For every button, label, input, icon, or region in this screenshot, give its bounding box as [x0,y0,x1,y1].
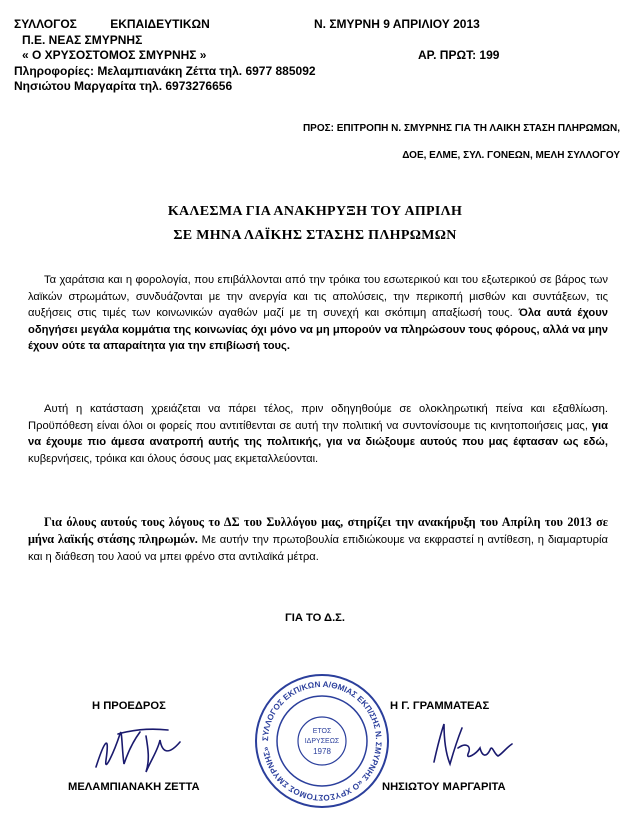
association-region: Π.Ε. ΝΕΑΣ ΣΜΥΡΝΗΣ [22,33,143,47]
paragraph-1-text: Τα χαράτσια και η φορολογία, που επιβάλλονται από την τρόικα του εσωτερικού και του εξωτερικού σε βάρος των λαϊκών στρωμάτων, συνδυάζονται με την ανεργία και τις απολύσεις, την περικοπή μισθών και συντάξεων, τις αυξήσεις στις τιμές των κοινωνικών αγαθών μαζί με τη συνεχή και σκόπιμη απαξίωσή τους. [28,274,608,319]
contact-info-1: Πληροφορίες: Μελαμπιανάκη Ζέττα τηλ. 6977 885092 [14,64,316,78]
contact-info-2: Νησιώτου Μαργαρίτα τηλ. 6973276656 [14,79,233,93]
president-name: ΜΕΛΑΜΠΙΑΝΑΚΗ ΖΕΤΤΑ [68,781,200,793]
paragraph-3 [28,514,608,566]
paragraph-1 [28,272,608,355]
stamp-center-year: 1978 [313,747,331,756]
signoff: ΓΙΑ ΤΟ Δ.Σ. [284,612,346,624]
association-name: ΣΥΛΛΟΓΟΣ ΕΚΠΑΙΔΕΥΤΙΚΩΝ [14,17,210,31]
letter-date: Ν. ΣΜΥΡΝΗ 9 ΑΠΡΙΛΙΟΥ 2013 [314,17,480,31]
stamp-center-line-1: ΕΤΟΣ [312,728,332,735]
paragraph-2 [28,401,608,467]
association-subtitle: « Ο ΧΡΥΣΟΣΤΟΜΟΣ ΣΜΥΡΝΗΣ » [22,48,207,62]
secretary-signature [428,714,518,774]
title-line-1: ΚΑΛΕΣΜΑ ΓΙΑ ΑΝΑΚΗΡΥΞΗ ΤΟΥ ΑΠΡΙΛΗ [167,204,463,219]
stamp-center-line-2: ΙΔΡΥΣΕΩΣ [304,738,340,745]
stamp-ring-textpath: ΣΥΛΛΟΓΟΣ ΕΚΠ/ΚΩΝ Α/ΘΜΙΑΣ ΕΚΠ/ΣΗΣ Ν. ΣΜΥΡΝΗΣ «Ο ΧΡΥΣΟΣΤΟΜΟΣ ΣΜΥΡΝΗΣ» [260,679,384,803]
paragraph-1-emphasis: Όλα αυτά έχουν οδηγήσει μεγάλα κομμάτια της κοινωνίας όχι μόνο να μη μπορούν να πληρώσουν τους φόρους, αλλά να μην έχουν ούτε τα απαραίτητα για την επιβίωσή τους. [28,307,608,352]
protocol-number: ΑΡ. ΠΡΩΤ: 199 [418,48,500,62]
paragraph-2-emphasis: για να έχουμε πιο άμεσα ανατροπή αυτής της πολιτικής, για να διώξουμε αυτούς που μας έφτασαν ως εδώ, [28,419,608,448]
title-line-2: ΣΕ ΜΗΝΑ ΛΑΪΚΗΣ ΣΤΑΣΗΣ ΠΛΗΡΩΜΩΝ [173,228,457,243]
secretary-name: ΝΗΣΙΩΤΟΥ ΜΑΡΓΑΡΙΤΑ [382,781,506,793]
paragraph-2-text-b: κυβερνήσεις, τρόικα και όλους όσους μας εκμεταλλεύονται. [28,452,319,465]
paragraph-2-text-a: Αυτή η κατάσταση χρειάζεται να πάρει τέλος, πριν οδηγηθούμε σε ολοκληρωτική πείνα και εξαθλίωση. Προϋπόθεση είναι όλοι οι φορείς που αντιτίθενται σε αυτή την πολιτική να συντονίσουμε τις κινητοποιήσεις μας, [28,403,608,432]
paragraph-3-text: Με αυτήν την πρωτοβουλία επιδιώκουμε να εκφραστεί η αντίθεση, η διαμαρτυρία και η διάθεση του λαού να μπει φρένο στα αντιλαϊκά μέτρα. [28,533,608,563]
association-stamp [253,672,391,810]
recipients-line-1: ΠΡΟΣ: ΕΠΙΤΡΟΠΗ Ν. ΣΜΥΡΝΗΣ ΓΙΑ ΤΗ ΛΑΙΚΗ ΣΤΑΣΗ ΠΛΗΡΩΜΩΝ, [302,123,620,134]
paragraph-3-emphasis: Για όλους αυτούς τους λόγους το ΔΣ του Συλλόγου μας, στηρίζει την ανακήρυξη του Απρίλη του 2013 σε μήνα λαϊκής στάσης πληρωμών. [28,515,608,546]
president-role: Η ΠΡΟΕΔΡΟΣ [92,700,166,712]
recipients-line-2: ΔΟΕ, ΕΛΜΕ, ΣΥΛ. ΓΟΝΕΩΝ, ΜΕΛΗ ΣΥΛΛΟΓΟΥ [402,150,620,161]
secretary-role: Η Γ. ΓΡΑΜΜΑΤΕΑΣ [390,700,490,712]
president-signature [88,712,188,782]
